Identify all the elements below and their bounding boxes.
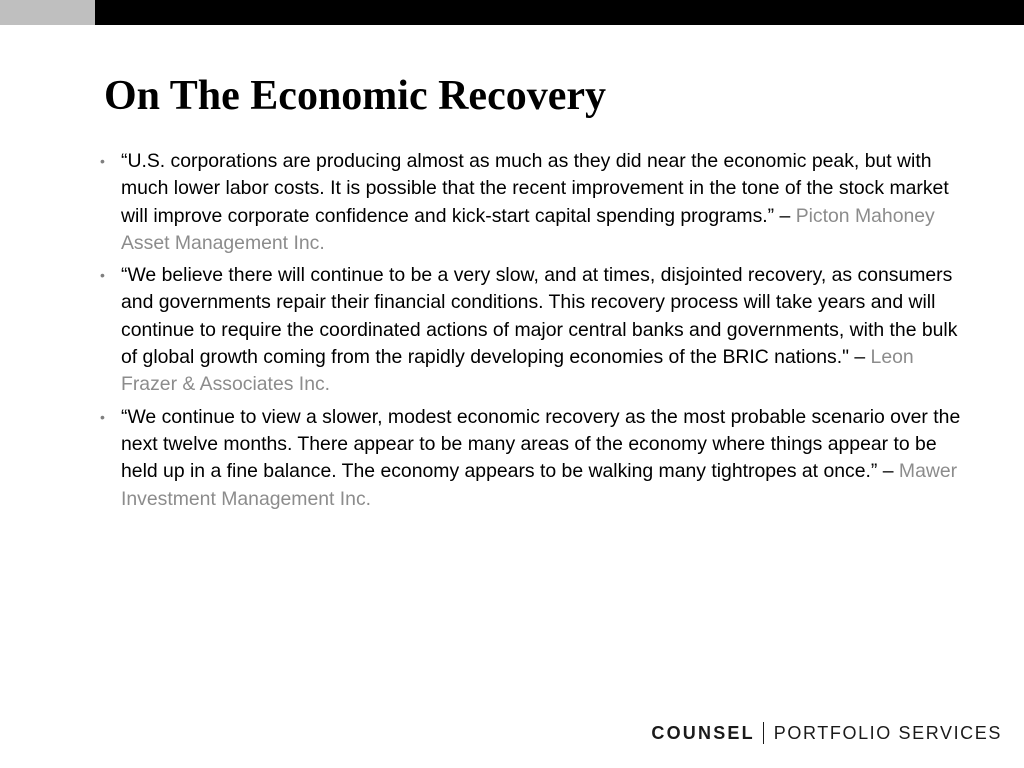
bullet-list (100, 148, 970, 518)
logo-brand-bold: COUNSEL (651, 722, 755, 743)
logo-divider (763, 722, 764, 744)
bullet-dot-icon: • (100, 408, 105, 425)
quote-text: “U.S. corporations are producing almost as much as they did near the economic peak, but with much lower labor costs. It is possible that the recent improvement in the tone of the stock market will improve corporate confidence and kick-start capital spending programs.” – (121, 150, 949, 227)
quote-text: “We believe there will continue to be a very slow, and at times, disjointed recovery, as consumers and governments repair their financial conditions. This recovery process will take years and will continue to require the coordinated actions of major central banks and governments, with the bulk of global growth coming from the rapidly developing economies of the BRIC nations." – (121, 264, 958, 369)
quote-source: Picton Mahoney Asset Management Inc. (121, 204, 935, 254)
top-bar-accent (0, 0, 95, 25)
quote-source: Mawer Investment Management Inc. (121, 460, 958, 510)
slide-title: On The Economic Recovery (104, 73, 606, 119)
bullet-dot-icon: • (100, 153, 105, 169)
quote-text: “We continue to view a slower, modest economic recovery as the most probable scenario over the next twelve months. There appear to be many areas of the economy where things appear to be held up in a fine balance. The economy appears to be walking many tightropes at once.” – (121, 405, 961, 483)
top-bar (0, 0, 1024, 25)
bullet-dot-icon: • (100, 267, 105, 284)
quote-source: Leon Frazer & Associates Inc. (121, 346, 914, 396)
bullet-item-3 (100, 404, 970, 513)
bullet-item-2 (100, 262, 970, 398)
footer-logo (651, 719, 1002, 747)
logo-brand-light: PORTFOLIO SERVICES (773, 722, 1002, 743)
bullet-item-1 (100, 148, 970, 257)
